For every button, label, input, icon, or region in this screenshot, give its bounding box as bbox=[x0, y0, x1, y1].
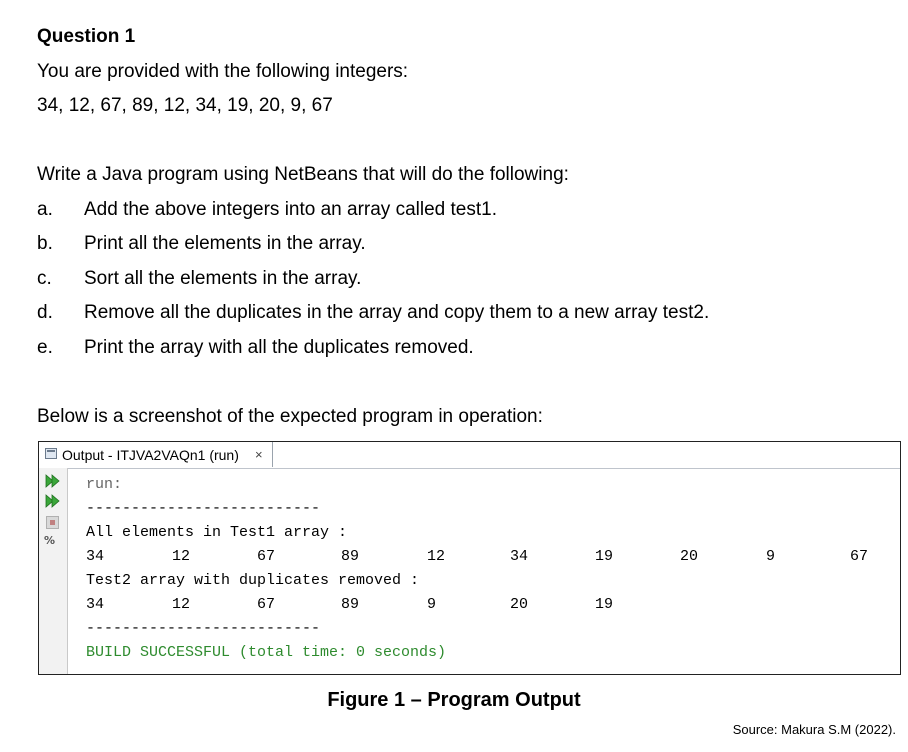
all-value: 20 bbox=[680, 548, 699, 565]
task-letter: e. bbox=[37, 337, 53, 358]
all-value: 9 bbox=[766, 548, 776, 565]
all-value: 19 bbox=[595, 548, 614, 565]
task-text: Print all the elements in the array. bbox=[84, 233, 366, 254]
all-value: 12 bbox=[427, 548, 446, 565]
rerun-icon[interactable] bbox=[45, 474, 61, 488]
test2-heading: Test2 array with duplicates removed : bbox=[86, 572, 420, 589]
all-value: 89 bbox=[341, 548, 360, 565]
task-letter: a. bbox=[37, 199, 53, 220]
build-status: BUILD SUCCESSFUL (total time: 0 seconds) bbox=[86, 644, 447, 661]
output-toolbar bbox=[39, 468, 68, 674]
rerun-with-options-icon[interactable] bbox=[45, 494, 61, 508]
figure-caption: Figure 1 – Program Output bbox=[327, 689, 581, 711]
separator-line: -------------------------- bbox=[86, 620, 321, 637]
source-credit: Source: Makura S.M (2022). bbox=[732, 722, 896, 737]
test2-value: 9 bbox=[427, 596, 437, 613]
output-window-icon bbox=[45, 448, 57, 459]
output-tab[interactable] bbox=[39, 442, 273, 467]
separator-line: -------------------------- bbox=[86, 500, 321, 517]
task-text: Sort all the elements in the array. bbox=[84, 268, 362, 289]
task-letter: b. bbox=[37, 233, 53, 254]
all-value: 67 bbox=[257, 548, 276, 565]
task-letter: d. bbox=[37, 302, 53, 323]
all-elements-heading: All elements in Test1 array : bbox=[86, 524, 348, 541]
question-title: Question 1 bbox=[37, 26, 136, 47]
all-value: 12 bbox=[172, 548, 191, 565]
task-text: Add the above integers into an array called test1. bbox=[84, 199, 497, 220]
test2-value: 20 bbox=[510, 596, 529, 613]
close-icon[interactable]: × bbox=[255, 447, 263, 462]
output-window bbox=[38, 441, 901, 675]
run-label: run: bbox=[86, 476, 123, 493]
screenshot-intro: Below is a screenshot of the expected program in operation: bbox=[37, 406, 543, 427]
all-value: 34 bbox=[510, 548, 529, 565]
output-tab-label: Output - ITJVA2VAQn1 (run) bbox=[62, 447, 239, 463]
all-value: 34 bbox=[86, 548, 105, 565]
intro-text: You are provided with the following integers: bbox=[37, 61, 409, 82]
tab-strip bbox=[39, 442, 900, 469]
task-text: Print the array with all the duplicates removed. bbox=[84, 337, 474, 358]
test2-value: 34 bbox=[86, 596, 105, 613]
stop-icon[interactable] bbox=[46, 516, 59, 529]
task-letter: c. bbox=[37, 268, 52, 289]
statistics-icon[interactable]: % bbox=[44, 534, 56, 547]
test2-value: 89 bbox=[341, 596, 360, 613]
test2-value: 19 bbox=[595, 596, 614, 613]
integer-list: 34, 12, 67, 89, 12, 34, 19, 20, 9, 67 bbox=[37, 95, 333, 116]
all-value: 67 bbox=[850, 548, 869, 565]
test2-value: 12 bbox=[172, 596, 191, 613]
task-intro: Write a Java program using NetBeans that will do the following: bbox=[37, 164, 569, 185]
test2-value: 67 bbox=[257, 596, 276, 613]
task-text: Remove all the duplicates in the array and copy them to a new array test2. bbox=[84, 302, 710, 323]
